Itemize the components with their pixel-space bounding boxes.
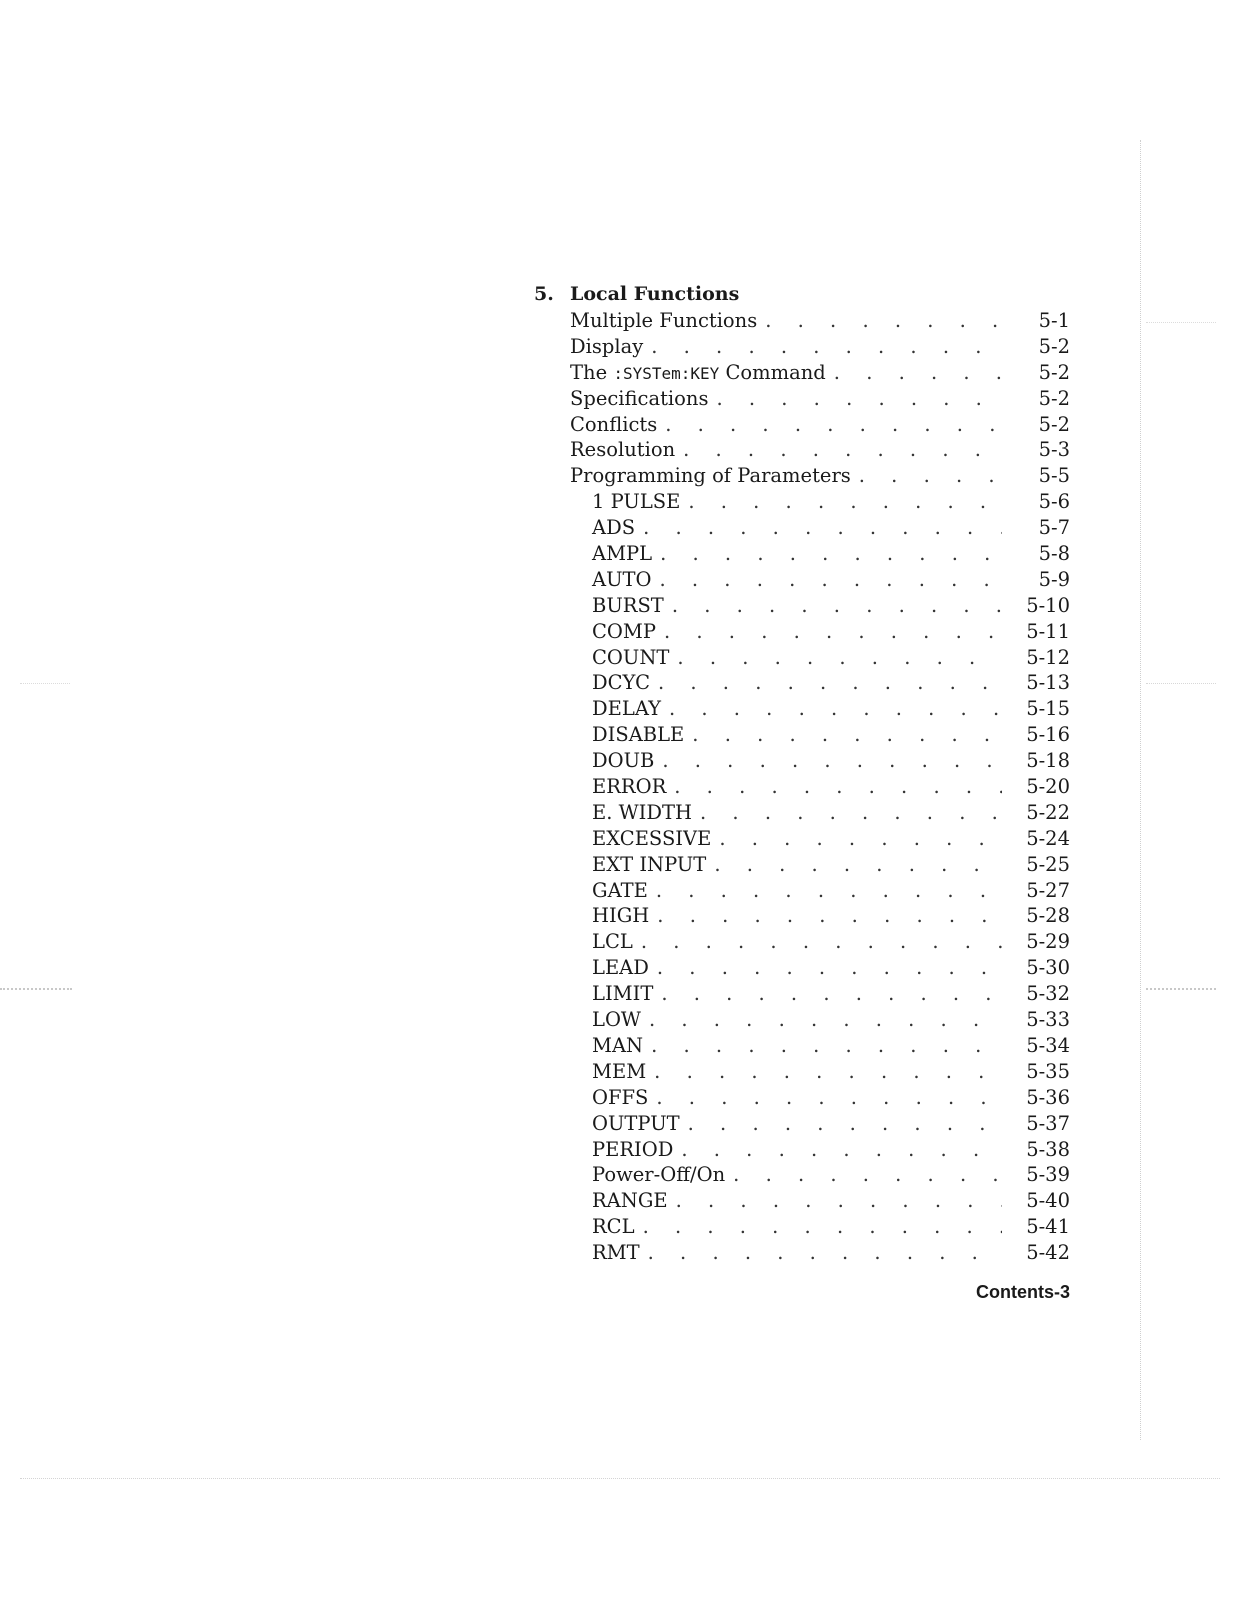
toc-entry[interactable] <box>534 1137 1070 1163</box>
toc-entry-label-text: ADS <box>592 516 636 540</box>
toc-entry-label-text: OUTPUT <box>592 1111 680 1135</box>
dot-leader <box>700 800 1002 826</box>
toc-entry-label <box>592 903 649 929</box>
toc-entry-page: 5-15 <box>1026 697 1070 721</box>
toc-entry-label-text: Programming of Parameters <box>570 464 851 488</box>
scan-mark <box>1146 683 1216 684</box>
toc-entry[interactable] <box>534 386 1070 412</box>
toc-entry-label <box>592 593 664 619</box>
toc-entry-page: 5-8 <box>1038 542 1070 566</box>
toc-entry-label <box>592 1188 668 1214</box>
dot-leader <box>692 722 1002 748</box>
dot-leader <box>649 1007 1002 1033</box>
toc-entry-label <box>570 412 657 438</box>
dot-leader <box>688 1111 1002 1137</box>
toc-entry-label-text: Conflicts <box>570 412 658 436</box>
dot-leader <box>683 437 1002 463</box>
toc-entry-page: 5-5 <box>1038 464 1070 488</box>
scan-edge-line <box>1140 140 1141 1440</box>
toc-entry-label <box>592 981 653 1007</box>
toc-entry-label-text: LOW <box>592 1008 641 1032</box>
toc-entry[interactable] <box>534 929 1070 955</box>
toc-entry[interactable] <box>534 541 1070 567</box>
toc-entry-page: 5-28 <box>1026 904 1070 928</box>
toc-entry[interactable] <box>534 826 1070 852</box>
dot-leader <box>674 774 1002 800</box>
dot-leader <box>656 1085 1002 1111</box>
toc-entry-page: 5-11 <box>1026 619 1070 643</box>
toc-entry[interactable] <box>534 955 1070 981</box>
toc-entry[interactable] <box>534 1059 1070 1085</box>
toc-entry[interactable] <box>534 981 1070 1007</box>
toc-entry[interactable] <box>534 748 1070 774</box>
toc-entry[interactable] <box>534 774 1070 800</box>
toc-entry-page: 5-2 <box>1038 360 1070 384</box>
toc-entry-label-text: RCL <box>592 1215 635 1239</box>
toc-entry-page: 5-12 <box>1026 645 1070 669</box>
toc-entry-page: 5-1 <box>1038 309 1070 332</box>
toc-entry-label-text: AUTO <box>592 567 652 591</box>
table-of-contents <box>534 280 1070 1266</box>
toc-entry-label <box>570 360 826 387</box>
toc-entry-label-text: 1 PULSE <box>592 490 681 514</box>
dot-leader <box>660 567 1002 593</box>
dot-leader <box>765 308 1002 334</box>
toc-entry-page: 5-22 <box>1026 800 1070 824</box>
toc-entry-label <box>592 955 649 981</box>
toc-entry-page: 5-42 <box>1026 1241 1070 1265</box>
toc-entry-label-text: HIGH <box>592 904 650 928</box>
dot-leader <box>657 955 1002 981</box>
dot-leader <box>665 412 1002 438</box>
scan-mark <box>0 988 72 990</box>
dot-leader <box>662 748 1002 774</box>
toc-entry[interactable] <box>534 800 1070 826</box>
toc-entry[interactable] <box>534 1007 1070 1033</box>
toc-entry-page: 5-27 <box>1026 878 1070 902</box>
dot-leader <box>859 463 1002 489</box>
toc-entry-label <box>592 1214 635 1240</box>
toc-entry-page: 5-40 <box>1026 1189 1070 1213</box>
toc-entry-label <box>570 463 851 489</box>
dot-leader <box>643 1214 1002 1240</box>
toc-entry-page: 5-25 <box>1026 852 1070 876</box>
toc-entry-label-text: OFFS <box>592 1085 649 1109</box>
toc-entry[interactable] <box>534 1240 1070 1266</box>
toc-entry-label-text: Display <box>570 334 644 358</box>
toc-entry-page: 5-6 <box>1038 490 1070 514</box>
toc-entry-label <box>592 800 692 826</box>
toc-entry-label <box>592 1162 725 1188</box>
toc-entry[interactable] <box>534 437 1070 463</box>
toc-entry-label <box>592 1111 680 1137</box>
toc-entry-label <box>592 722 684 748</box>
toc-entry[interactable] <box>534 593 1070 619</box>
toc-entry-label <box>592 878 648 904</box>
toc-entry[interactable] <box>534 567 1070 593</box>
toc-entry-page: 5-34 <box>1026 1033 1070 1057</box>
toc-entry-label <box>592 1085 648 1111</box>
dot-leader <box>834 360 1002 386</box>
toc-entry[interactable] <box>534 308 1070 334</box>
toc-entry-label-text: AMPL <box>592 542 653 566</box>
toc-entry-label <box>592 515 635 541</box>
toc-entry-label <box>592 774 666 800</box>
toc-entry-page: 5-7 <box>1038 516 1070 540</box>
toc-entry[interactable] <box>534 670 1070 696</box>
page-footer: Contents-3 <box>976 1282 1070 1302</box>
toc-entry[interactable] <box>534 1162 1070 1188</box>
toc-entry[interactable] <box>534 852 1070 878</box>
dot-leader <box>664 619 1002 645</box>
toc-entry-label <box>570 386 708 412</box>
toc-entry-label-text: The <box>570 360 614 384</box>
toc-entry-label <box>592 619 656 645</box>
toc-entry-page: 5-2 <box>1038 386 1070 410</box>
toc-entry-label <box>570 437 675 463</box>
dot-leader <box>669 696 1002 722</box>
toc-entry-label <box>592 1033 643 1059</box>
toc-entry-label-text: MEM <box>592 1059 647 1083</box>
toc-entry-label-text: Specifications <box>570 386 709 410</box>
toc-entry-label-text: GATE <box>592 878 648 902</box>
toc-entry[interactable] <box>534 722 1070 748</box>
scan-mark <box>20 683 70 684</box>
toc-entry-label-text: RANGE <box>592 1189 668 1213</box>
dot-leader <box>657 903 1002 929</box>
toc-entry-page: 5-18 <box>1026 749 1070 773</box>
toc-entry-label-text: LEAD <box>592 956 649 980</box>
toc-entry-page: 5-35 <box>1026 1059 1070 1083</box>
dot-leader <box>733 1162 1002 1188</box>
toc-entry-label-text: LCL <box>592 930 633 954</box>
toc-entry-label-text: RMT <box>592 1241 640 1265</box>
toc-entry[interactable] <box>534 412 1070 438</box>
toc-entry-page: 5-10 <box>1026 593 1070 617</box>
toc-entry-label-text: DOUB <box>592 749 655 773</box>
toc-entry-label-text: Power-Off/On <box>592 1163 726 1187</box>
toc-entry-page: 5-36 <box>1026 1085 1070 1109</box>
toc-entry[interactable] <box>534 878 1070 904</box>
toc-entry-page: 5-33 <box>1026 1008 1070 1032</box>
dot-leader <box>681 1137 1002 1163</box>
chapter-title: Local Functions <box>570 283 740 305</box>
dot-leader <box>719 826 1002 852</box>
toc-entry-label-text: DCYC <box>592 671 651 695</box>
toc-entry-label <box>592 489 680 515</box>
dot-leader <box>688 489 1002 515</box>
toc-entry-page: 5-24 <box>1026 826 1070 850</box>
toc-entry-label <box>592 748 654 774</box>
toc-entry-label-text: DISABLE <box>592 723 685 747</box>
toc-entry[interactable] <box>534 645 1070 671</box>
toc-entry-page: 5-37 <box>1026 1111 1070 1135</box>
toc-entry-label <box>592 645 669 671</box>
dot-leader <box>676 1188 1002 1214</box>
toc-entry[interactable] <box>534 696 1070 722</box>
dot-leader <box>648 1240 1002 1266</box>
toc-entry-label <box>592 1059 646 1085</box>
toc-entry-label-text: ERROR <box>592 775 667 799</box>
toc-entry-label-text: Command <box>719 360 826 384</box>
dot-leader <box>651 334 1002 360</box>
toc-entry-page: 5-30 <box>1026 956 1070 980</box>
toc-entry[interactable] <box>534 1111 1070 1137</box>
toc-entry[interactable] <box>534 1188 1070 1214</box>
toc-entry-page: 5-39 <box>1026 1163 1070 1187</box>
toc-entry-page: 5-29 <box>1026 930 1070 954</box>
toc-entry-list <box>534 308 1070 1266</box>
toc-entry-page: 5-3 <box>1038 438 1070 462</box>
dot-leader <box>716 386 1002 412</box>
scan-mark <box>1146 322 1216 323</box>
chapter-number: 5. <box>534 283 554 305</box>
toc-entry[interactable] <box>534 489 1070 515</box>
toc-entry-label-text: DELAY <box>592 697 661 721</box>
toc-entry-label-text: Resolution <box>570 438 676 462</box>
toc-entry[interactable] <box>534 360 1070 386</box>
toc-entry-label <box>592 670 650 696</box>
toc-entry[interactable] <box>534 1214 1070 1240</box>
toc-entry-page: 5-9 <box>1038 567 1070 591</box>
dot-leader <box>658 670 1002 696</box>
toc-entry-label-text: EXT INPUT <box>592 852 707 876</box>
dot-leader <box>660 541 1002 567</box>
toc-entry-page: 5-20 <box>1026 775 1070 799</box>
toc-entry[interactable] <box>534 1085 1070 1111</box>
scan-edge-line <box>20 1478 1220 1479</box>
toc-entry-label <box>592 541 652 567</box>
toc-entry-page: 5-41 <box>1026 1215 1070 1239</box>
toc-entry[interactable] <box>534 515 1070 541</box>
dot-leader <box>651 1033 1002 1059</box>
dot-leader <box>672 593 1002 619</box>
toc-entry-label-text: E. WIDTH <box>592 800 693 824</box>
toc-entry[interactable] <box>534 463 1070 489</box>
toc-entry-label <box>592 929 633 955</box>
toc-entry-label-text: LIMIT <box>592 982 654 1006</box>
toc-entry-label <box>592 696 661 722</box>
toc-entry-label <box>570 308 757 334</box>
toc-entry[interactable] <box>534 334 1070 360</box>
dot-leader <box>643 515 1002 541</box>
toc-entry-label <box>592 1240 640 1266</box>
dot-leader <box>654 1059 1002 1085</box>
dot-leader <box>656 878 1002 904</box>
toc-entry-label-text: COUNT <box>592 645 670 669</box>
toc-entry-label <box>570 334 643 360</box>
toc-entry-command: :SYSTem:KEY <box>613 363 720 383</box>
toc-entry[interactable] <box>534 1033 1070 1059</box>
toc-entry-label-text: EXCESSIVE <box>592 826 712 850</box>
toc-entry-page: 5-13 <box>1026 671 1070 695</box>
toc-entry-page: 5-2 <box>1038 334 1070 358</box>
toc-entry-label-text: MAN <box>592 1033 644 1057</box>
toc-entry[interactable] <box>534 903 1070 929</box>
toc-entry-label <box>592 826 711 852</box>
toc-entry-page: 5-16 <box>1026 723 1070 747</box>
toc-entry[interactable] <box>534 619 1070 645</box>
toc-entry-label-text: COMP <box>592 619 656 643</box>
toc-entry-label-text: Multiple Functions <box>570 309 758 332</box>
dot-leader <box>714 852 1002 878</box>
dot-leader <box>641 929 1002 955</box>
scan-mark <box>1146 988 1216 990</box>
toc-entry-page: 5-2 <box>1038 412 1070 436</box>
toc-entry-label <box>592 1007 641 1033</box>
toc-entry-label <box>592 567 652 593</box>
toc-entry-label-text: BURST <box>592 593 664 617</box>
toc-entry-page: 5-38 <box>1026 1137 1070 1161</box>
toc-entry-page: 5-32 <box>1026 982 1070 1006</box>
toc-entry-label <box>592 852 706 878</box>
toc-entry-label <box>592 1137 673 1163</box>
dot-leader <box>677 645 1002 671</box>
dot-leader <box>661 981 1002 1007</box>
chapter-heading <box>534 280 1070 308</box>
toc-entry-label-text: PERIOD <box>592 1137 674 1161</box>
